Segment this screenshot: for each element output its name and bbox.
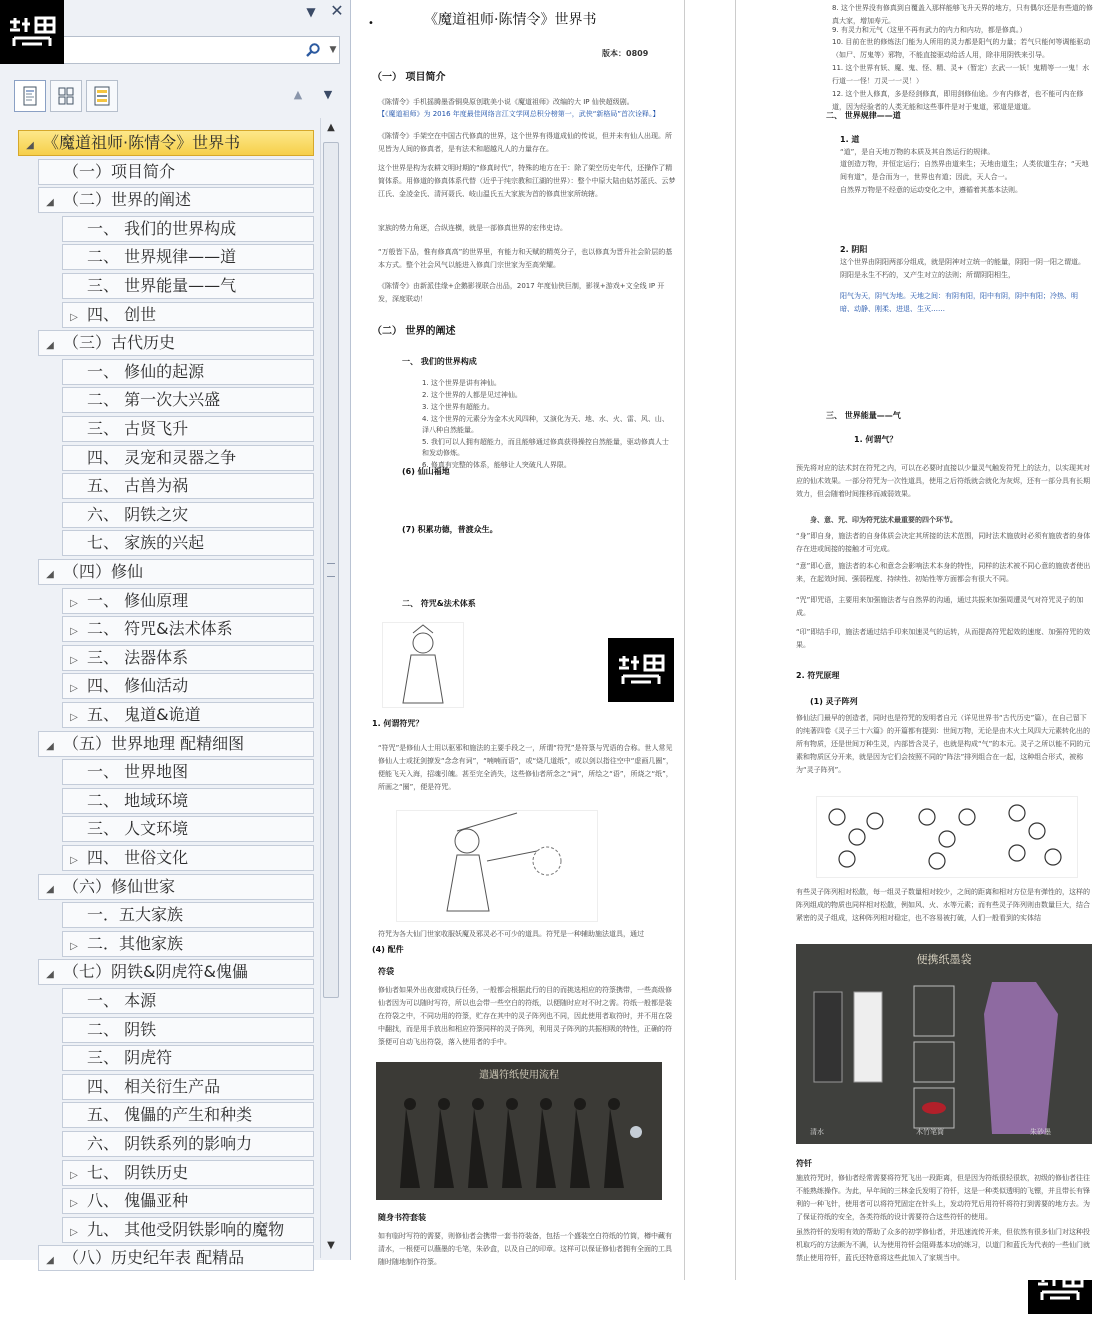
outline-item[interactable] (62, 645, 314, 671)
outline-item-label: 六、 阴铁系列的影响力 (87, 1134, 253, 1153)
section-heading: （一） 项目简介 (372, 72, 446, 83)
outline-item-label: 六、 阴铁之灾 (87, 505, 189, 524)
list-number: 5. (422, 438, 431, 446)
numbered-list (422, 378, 672, 472)
outline-item[interactable] (38, 559, 314, 585)
outline-item-label: （四）修仙 (63, 562, 144, 581)
item-heading: (1) 灵子阵列 (810, 697, 858, 706)
paragraph: “咒”即咒语，主要用来加强施法者与自然界的沟通，通过共振来加强周遭灵气对符咒灵子的加成。 (796, 596, 1084, 617)
item-heading: (7) 积累功德，普渡众生。 (402, 525, 498, 534)
outline-item[interactable] (62, 673, 314, 699)
outline-item[interactable] (62, 816, 314, 842)
tab-pages[interactable] (50, 80, 82, 112)
page-thumbnails-icon (51, 81, 81, 111)
paragraph: 自然界万物是不经意的运动变化之中，遵循着其基本法则。 (840, 186, 1022, 194)
version-label: 版本：0809 (602, 49, 649, 58)
outline-item-label: 三、 古贤飞升 (87, 419, 189, 438)
paragraph: “印”即结手印，施法者通过结手印来加速灵气的运转，从而提高符咒起效的速度、加强符咒的效果。 (796, 628, 1091, 649)
outline-item[interactable] (38, 731, 314, 757)
outline-item-label: 七、 阴铁历史 (87, 1163, 189, 1182)
list-item-text: 修真有完整的体系，能够让人突破凡人界限。 (430, 461, 571, 469)
character-action-sketch-icon (397, 811, 597, 921)
list-item: 12. 这个世人修真，多是经剑修真，即用剑修仙途。少有内修者，也不能可内在修道，因为经验者的人类无能和这些事件是对于鬼道，邪道是道道。 (832, 90, 1084, 111)
list-item (422, 437, 672, 459)
paragraph: 修仙者如果外出夜猎或执行任务，一般都会根据此行的目的而挑选相应的符箓携带，一些高级修仙者因为可以随时写符，所以也会带一些空白的符纸，以便随时应对不时之需。符纸一般都是装在符袋之中，不同功用的符箓，贮存在其中的灵子阵列也不同，因此使用者取符时，并不用在袋中翻找，而是用手放出和相应符箓同样的灵子阵列，利用灵子阵列的共振相吸的特性，正确的符箓便可自动飞出符袋，落入使用者的手中。 (378, 986, 672, 1046)
collapse-icon[interactable]: ◢ (46, 969, 54, 980)
item-heading: 1. 何谓气？ (854, 435, 898, 444)
outline-item[interactable] (38, 330, 314, 356)
outline-item[interactable] (18, 130, 314, 156)
outline-item[interactable] (62, 1102, 314, 1128)
rune-pattern-icon (817, 797, 1077, 877)
item-heading: (6) 仙山福地 (402, 467, 450, 476)
outline-item-label: 一、 我们的世界构成 (87, 219, 237, 238)
outline-item-label: 一、 修仙的起源 (87, 362, 205, 381)
subsection-heading: 三、 世界能量——气 (826, 411, 901, 420)
scroll-up-icon[interactable]: ▲ (327, 122, 335, 133)
paragraph: 修仙法门最早的创造者，同时也是符咒的发明者自元（详见世界书“古代历史”篇），在自己留下的纯著四卷《灵子三十六篇》的开篇都有提到：世间万物，无论是由木火土风四大元素转化出的所有物质，还是世间万种生灵，内部皆含灵子，也就是构成“气”的本元。灵子之所以能不同的元素和物质区分开来，就是因为它们会按照不同的“阵法”排列组合在一起，这种组合形式，被称为“灵子阵列”。 (796, 714, 1091, 774)
outline-item-label: 四、 相关衍生产品 (87, 1077, 221, 1096)
document-page-1 (356, 0, 685, 1280)
paragraph: 身、意、咒、印为符咒法术最重要的四个环节。 (810, 516, 957, 524)
outline-item[interactable] (62, 902, 314, 928)
list-item-text: 这个世界的人都是见过神仙。 (430, 391, 522, 399)
paragraph: 《陈情令》手架空在中国古代修真的世界，这个世界有得道成仙的传说，但并未有仙人出现。所见皆为人间的修真者，是有法术和超越凡人的力量存在。 (378, 132, 672, 153)
outline-item[interactable] (38, 1245, 314, 1271)
paragraph: “意”即心意，施法者的本心和意念会影响法术本身的特性，同样的法术被不同心意的施放者使出来，在起效时间、强弱程度、持续性、初始性等方面都会有很大不同。 (796, 562, 1091, 583)
paragraph: 虽然符钎的发明有效的帮助了众多的初学修仙者，并迅速流传开来，但依然有很多仙门对这种投机取巧的方法颇为不满，认为使用符钎会阻碍基本功的练习，以道门和蓝氏为代表的一些仙门就禁止使用符钎，蓝氏还特意将这些此加入了家规当中。 (796, 1228, 1090, 1262)
document-outline-tree (14, 126, 318, 1267)
outline-item-label: 二．其他家族 (87, 934, 184, 953)
talisman-usage-illustration (376, 1062, 662, 1200)
outline-item[interactable] (62, 702, 314, 728)
expand-icon[interactable]: ▷ (70, 312, 78, 323)
expand-icon[interactable]: ▷ (70, 1227, 78, 1238)
outline-item-label: 一、 世界地图 (87, 762, 189, 781)
outline-item[interactable] (62, 216, 314, 242)
outline-item-label: （五）世界地理 配精细图 (63, 734, 245, 753)
subsection-heading: 一、 我们的世界构成 (402, 357, 477, 366)
list-item: 10. 目前在世的修炼法门能为人所用的灵力都是阳气的力量；若气只能何等调能驱动（如尸、厉鬼等）邪物，不能直接驱动给活人用，除非用阴铁来引导。 (832, 38, 1091, 59)
list-item (422, 460, 672, 471)
expand-icon[interactable]: ▷ (70, 655, 78, 666)
outline-item-label: 二、 第一次大兴盛 (87, 390, 221, 409)
outline-item-label: 三、 人文环境 (87, 819, 189, 838)
expand-icon[interactable]: ▷ (70, 598, 78, 609)
item-heading: 随身书符套装 (378, 1213, 426, 1222)
paragraph: 符咒为各大仙门世家收服妖魔及邪灵必不可少的道具。符咒是一种辅助施法道具，通过 (378, 930, 644, 938)
collapse-icon[interactable]: ◢ (46, 569, 54, 580)
outline-item-label: 三、 阴虎符 (87, 1048, 173, 1067)
paragraph: 《陈情令》手机摇腾墨香铜臭原创耽美小说《魔道祖师》改编的大 IP 仙侠超级剧。 (378, 98, 634, 106)
outline-item[interactable] (62, 1188, 314, 1214)
outline-item[interactable] (38, 187, 314, 213)
paragraph: 这个世界是构为农耕文明时期的“修真时代”，特殊的地方在于：除了架空历史年代，还操作了精简体系。用修道的修真体系代替（近乎于纯宗教和江湖的世界）：整个中原大陆由姑苏蓝氏、云梦江氏、金凌金氏、清河聂氏、岐山温氏五大家族为首的修真世家所统辖。 (378, 164, 676, 198)
outline-item[interactable] (62, 1017, 314, 1043)
outline-item[interactable] (38, 959, 314, 985)
outline-item-label: 二、 地域环境 (87, 791, 189, 810)
item-heading: 符钎 (796, 1159, 812, 1168)
list-number: 1. (422, 379, 431, 387)
list-item (422, 402, 672, 413)
outline-item[interactable] (62, 244, 314, 270)
ink-kit-items-icon (796, 974, 1092, 1142)
list-item-text: 这个世界的元素分为金木火风四种，又演化为天、地、水、火、雷、风、山、泽八种自然能量。 (422, 415, 669, 434)
outline-item-label: （一）项目简介 (63, 162, 176, 181)
tab-results[interactable] (86, 80, 118, 112)
paragraph: 道创造万物，并恒定运行；自然界由道来生；天地由道生；人类依道生存；“天地间有道”，是合而为一，世界也有道；因此，天人合一。 (840, 160, 1089, 181)
list-item (422, 378, 672, 389)
subsection-heading: 二、 世界规律——道 (826, 111, 901, 120)
outline-item[interactable] (62, 473, 314, 499)
image-label: 朱砂墨 (1030, 1128, 1051, 1136)
outline-item[interactable] (62, 1074, 314, 1100)
outline-item-label: 三、 世界能量——气 (87, 276, 237, 295)
outline-item[interactable] (62, 988, 314, 1014)
expand-icon[interactable]: ▷ (70, 626, 78, 637)
character-sketch-image (382, 622, 464, 708)
outline-item[interactable] (62, 616, 314, 642)
expand-icon[interactable]: ▷ (70, 941, 78, 952)
brand-logo-mark-icon (608, 638, 674, 702)
character-sketch-icon (383, 623, 463, 707)
outline-item-label: 九、 其他受阴铁影响的魔物 (87, 1220, 285, 1239)
close-pane-button[interactable]: ✕ (330, 1, 344, 20)
navigation-pane (0, 0, 351, 1267)
next-heading-button[interactable]: ▼ (323, 88, 333, 101)
outline-item[interactable] (62, 1160, 314, 1186)
subsection-heading: 二、 符咒&法术体系 (402, 599, 476, 608)
outline-item-label: （七）阴铁&阴虎符&傀儡 (63, 962, 248, 981)
expand-icon[interactable]: ▷ (70, 683, 78, 694)
paragraph-emphasis: “道”，是自天地万物的本质及其自然运行的规律。 (840, 148, 995, 156)
item-heading: (4) 配件 (372, 945, 404, 954)
brand-logo (0, 0, 64, 64)
outline-item-label: 一、 本源 (87, 991, 157, 1010)
rune-pattern-sketch-image (816, 796, 1078, 878)
list-number: 3. (422, 403, 431, 411)
previous-heading-button[interactable]: ▲ (293, 88, 303, 101)
item-heading: 1. 道 (840, 135, 860, 144)
outline-item[interactable] (38, 874, 314, 900)
paragraph: “万般皆下品，惟有修真高”的世界里，有能力和天赋的精英分子，也以修真为晋升社会阶层的基本方式。整个社会风气以能进入修真门宗世家为至高荣耀。 (378, 248, 673, 269)
expand-icon[interactable]: ▷ (70, 712, 78, 723)
list-number: 4. (422, 415, 431, 423)
outline-item-label: （六）修仙世家 (63, 877, 176, 896)
paragraph: 这个世界由阴阳两部分组成，就是阴神对立统一的能量，阴阳一阴一阳之谓道。阴阳是永生不朽的，又产生对立的法则；所谓阴阳相生， (840, 258, 1085, 279)
paragraph: “身”即自身，施法者的自身体质会决定其所接的法术范围，同时法术施放时必须有施放者的身体存在进或间接的接触才可完成。 (796, 532, 1091, 553)
collapse-icon[interactable]: ◢ (26, 140, 34, 151)
outline-item-label: 七、 家族的兴起 (87, 533, 205, 552)
outline-item[interactable] (62, 530, 314, 556)
outline-item[interactable] (62, 931, 314, 957)
outline-item[interactable] (62, 845, 314, 871)
grip-icon (327, 563, 335, 577)
list-number: 6. (422, 461, 431, 469)
outline-item[interactable] (62, 359, 314, 385)
outline-item-label: 五、 鬼道&诡道 (87, 705, 201, 724)
paragraph: 如有临时写符的需要，则修仙者会携带一套书符装备，包括一个盛装空白符纸的竹筒，樽中藏有清水，一根便可以蘸墨的毛笔，朱砂盒，以及自己的印章。这样可以保证修仙者拥有全面的工具随时随地制作符箓。 (378, 1232, 672, 1266)
outline-item-label: 四、 创世 (87, 305, 157, 324)
outline-item-label: 五、 古兽为祸 (87, 476, 189, 495)
outline-item-label: 四、 修仙活动 (87, 676, 189, 695)
image-label: 木竹笔筒 (916, 1128, 944, 1136)
outline-item[interactable] (62, 759, 314, 785)
scroll-down-icon[interactable]: ▼ (327, 1240, 335, 1251)
item-heading: 符袋 (378, 967, 394, 976)
collapse-icon[interactable]: ◢ (46, 741, 54, 752)
outline-item-label: （八）历史纪年表 配精品 (63, 1248, 245, 1267)
search-icon[interactable] (305, 42, 321, 58)
expand-icon[interactable]: ▷ (70, 1170, 78, 1181)
paragraph: 《陈情令》由新派佳缘+企鹅影视联合出品，2017 年度仙侠巨制，影视+游戏+文全线 IP 开发，深度联动！ (378, 282, 665, 303)
paragraph: 预先将对应的法术封在符咒之内，可以在必要时直接以少量灵气触发符咒上的法力，以实现其对应的仙术效果。一部分符咒为一次性道具，使用之后符纸就会就化为灰烬，还有一部分具有长期效力，但会随着时间推移而减弱效果。 (796, 464, 1090, 498)
list-item (422, 390, 672, 401)
outline-item[interactable] (62, 502, 314, 528)
list-item-text: 这个世界是讲有神仙。 (430, 379, 501, 387)
portable-ink-kit-illustration (796, 944, 1092, 1144)
outline-item-label: 二、 世界规律——道 (87, 247, 237, 266)
outline-item-label: （三）古代历史 (63, 333, 176, 352)
expand-icon[interactable]: ▷ (70, 855, 78, 866)
tab-headings[interactable] (14, 80, 46, 112)
outline-item-label: 三、 法器体系 (87, 648, 189, 667)
outline-item[interactable] (62, 387, 314, 413)
headings-icon (15, 81, 45, 111)
illustration-caption: 便携纸墨袋 (916, 953, 972, 966)
outline-item[interactable] (62, 788, 314, 814)
collapse-icon[interactable]: ◢ (46, 340, 54, 351)
collapse-icon[interactable]: ◢ (46, 884, 54, 895)
item-heading: 2. 阴阳 (840, 245, 868, 254)
figures-sequence-icon (376, 1088, 662, 1196)
brand-logo-mark-icon (0, 0, 64, 64)
outline-item-label: 四、 灵宠和灵器之争 (87, 448, 237, 467)
outline-scrollbar[interactable] (320, 118, 341, 1258)
outline-item[interactable] (38, 159, 314, 185)
paragraph: 施放符咒时，修仙者经常需要将符咒飞出一段距离，但是因为符纸很轻很软，初级的修仙者往往不能熟练操作。为此，早年间的三林金氏发明了符钎，这是一种类似透明的飞镖，并且带长有锋利的一种飞针，使用者可以将符咒固定在针头上，发动符咒后用符钎将符打到需要的地方去。为了保证符纸的安全，各类符纸的设计需要符合这些符钎的使用。 (796, 1174, 1090, 1221)
list-item (422, 414, 672, 436)
brand-logo-inline (608, 638, 674, 702)
illustration-caption: 遣遇符纸使用流程 (479, 1070, 559, 1081)
outline-item-label: 八、 傀儡亚种 (87, 1191, 189, 1210)
paragraph-highlight: 【《魔道祖师》为 2016 年度最佳网络言江文学网总积分榜第一，武侠“新格局”首次诠释。】 (378, 110, 660, 118)
document-page-2 (735, 0, 1098, 1280)
outline-item[interactable] (62, 302, 314, 328)
outline-item[interactable] (62, 273, 314, 299)
collapse-icon[interactable]: ◢ (46, 1255, 54, 1266)
outline-item-label: 二、 符咒&法术体系 (87, 619, 233, 638)
item-heading: 2. 符咒原理 (796, 671, 840, 680)
outline-item-label: 二、 阴铁 (87, 1020, 157, 1039)
outline-item[interactable] (62, 1217, 314, 1243)
document-title: 《魔道祖师·陈情令》世界书 (424, 12, 597, 28)
paragraph: 有些灵子阵列相对松散，每一组灵子数量相对较少，之间的距离和相对方位是有弹性的，这样的阵列组成的物质也同样相对松散，例如风、火、水等元素；而有些灵子阵列则由数量巨大，结合紧密的灵子组成，这种阵列相对稳定，也不容易被打破，人们一般看到的实体结 (796, 888, 1090, 922)
paragraph-highlight: 阳气为天，阴气为地。天地之间：有阴有阳，阳中有阴，阴中有阳；冷热、明暗、动静、刚柔、进退、生灭…… (840, 292, 1078, 313)
image-label: 清水 (810, 1128, 824, 1136)
outline-item-label: 《魔道祖师·陈情令》世界书 (43, 133, 241, 152)
search-results-icon (87, 81, 117, 111)
collapse-icon[interactable]: ◢ (46, 197, 54, 208)
outline-item[interactable] (62, 588, 314, 614)
scrollbar-thumb[interactable] (323, 142, 339, 998)
list-item: 8. 这个世界没有修真到自覆盖入那样能够飞升天界的地方，只有偶尔还是有些道的修真大家，增加寿元。 (832, 4, 1093, 25)
outline-item-label: 一、 修仙原理 (87, 591, 189, 610)
bullet: • (368, 18, 374, 29)
question-heading: 1. 何谓符咒？ (372, 719, 424, 728)
pane-options-dropdown-icon[interactable]: ▼ (306, 5, 316, 19)
paragraph: 家族的势力角逐，合纵连横，就是一部修真世界的宏伟史诗。 (378, 224, 567, 232)
outline-item[interactable] (62, 1131, 314, 1157)
outline-item-label: 五、 傀儡的产生和种类 (87, 1105, 253, 1124)
list-item: 11. 这个世界有妖、魔、鬼、怪、精、灵+（暂定）玄武一一妖！鬼精等一一鬼！水行道一一怪！刀灵一一灵！） (832, 64, 1090, 85)
outline-item-label: 四、 世俗文化 (87, 848, 189, 867)
paragraph: “符咒”是修仙人士用以驱邪和施法的主要手段之一，所谓“符咒”是符箓与咒语的合称。世人常见修仙人士或抚剑撩发“念念有词”，“喃喃而语”，或“烧几道纸”，或以剑以指往空中“虚画几圈”，便能飞天入海，招魂引魄。甚至完全消失，这些修仙者所念之“词”，所绘之“语”，所烧之“纸”，所画之“圈”，便是符咒。 (378, 744, 674, 791)
list-number: 2. (422, 391, 431, 399)
search-options-chevron-icon[interactable]: ▼ (329, 45, 337, 55)
list-item: 9. 有灵力和元气（这里不再有武力的内力和内功，都是修真。） (832, 26, 1027, 34)
expand-icon[interactable]: ▷ (70, 1198, 78, 1209)
list-item-text: 我们可以人拥有超能力，而且能够通过修真获得操控自然能量，驱动修真人士和发动修炼。 (422, 438, 669, 457)
outline-item-label: （二）世界的阐述 (63, 190, 192, 209)
character-action-sketch-image (396, 810, 598, 922)
outline-item[interactable] (62, 1045, 314, 1071)
section-heading: （二） 世界的阐述 (372, 326, 456, 337)
outline-item[interactable] (62, 416, 314, 442)
list-item-text: 这个世界有超能力。 (430, 403, 494, 411)
outline-item-label: 一．五大家族 (87, 905, 184, 924)
outline-item[interactable] (62, 445, 314, 471)
